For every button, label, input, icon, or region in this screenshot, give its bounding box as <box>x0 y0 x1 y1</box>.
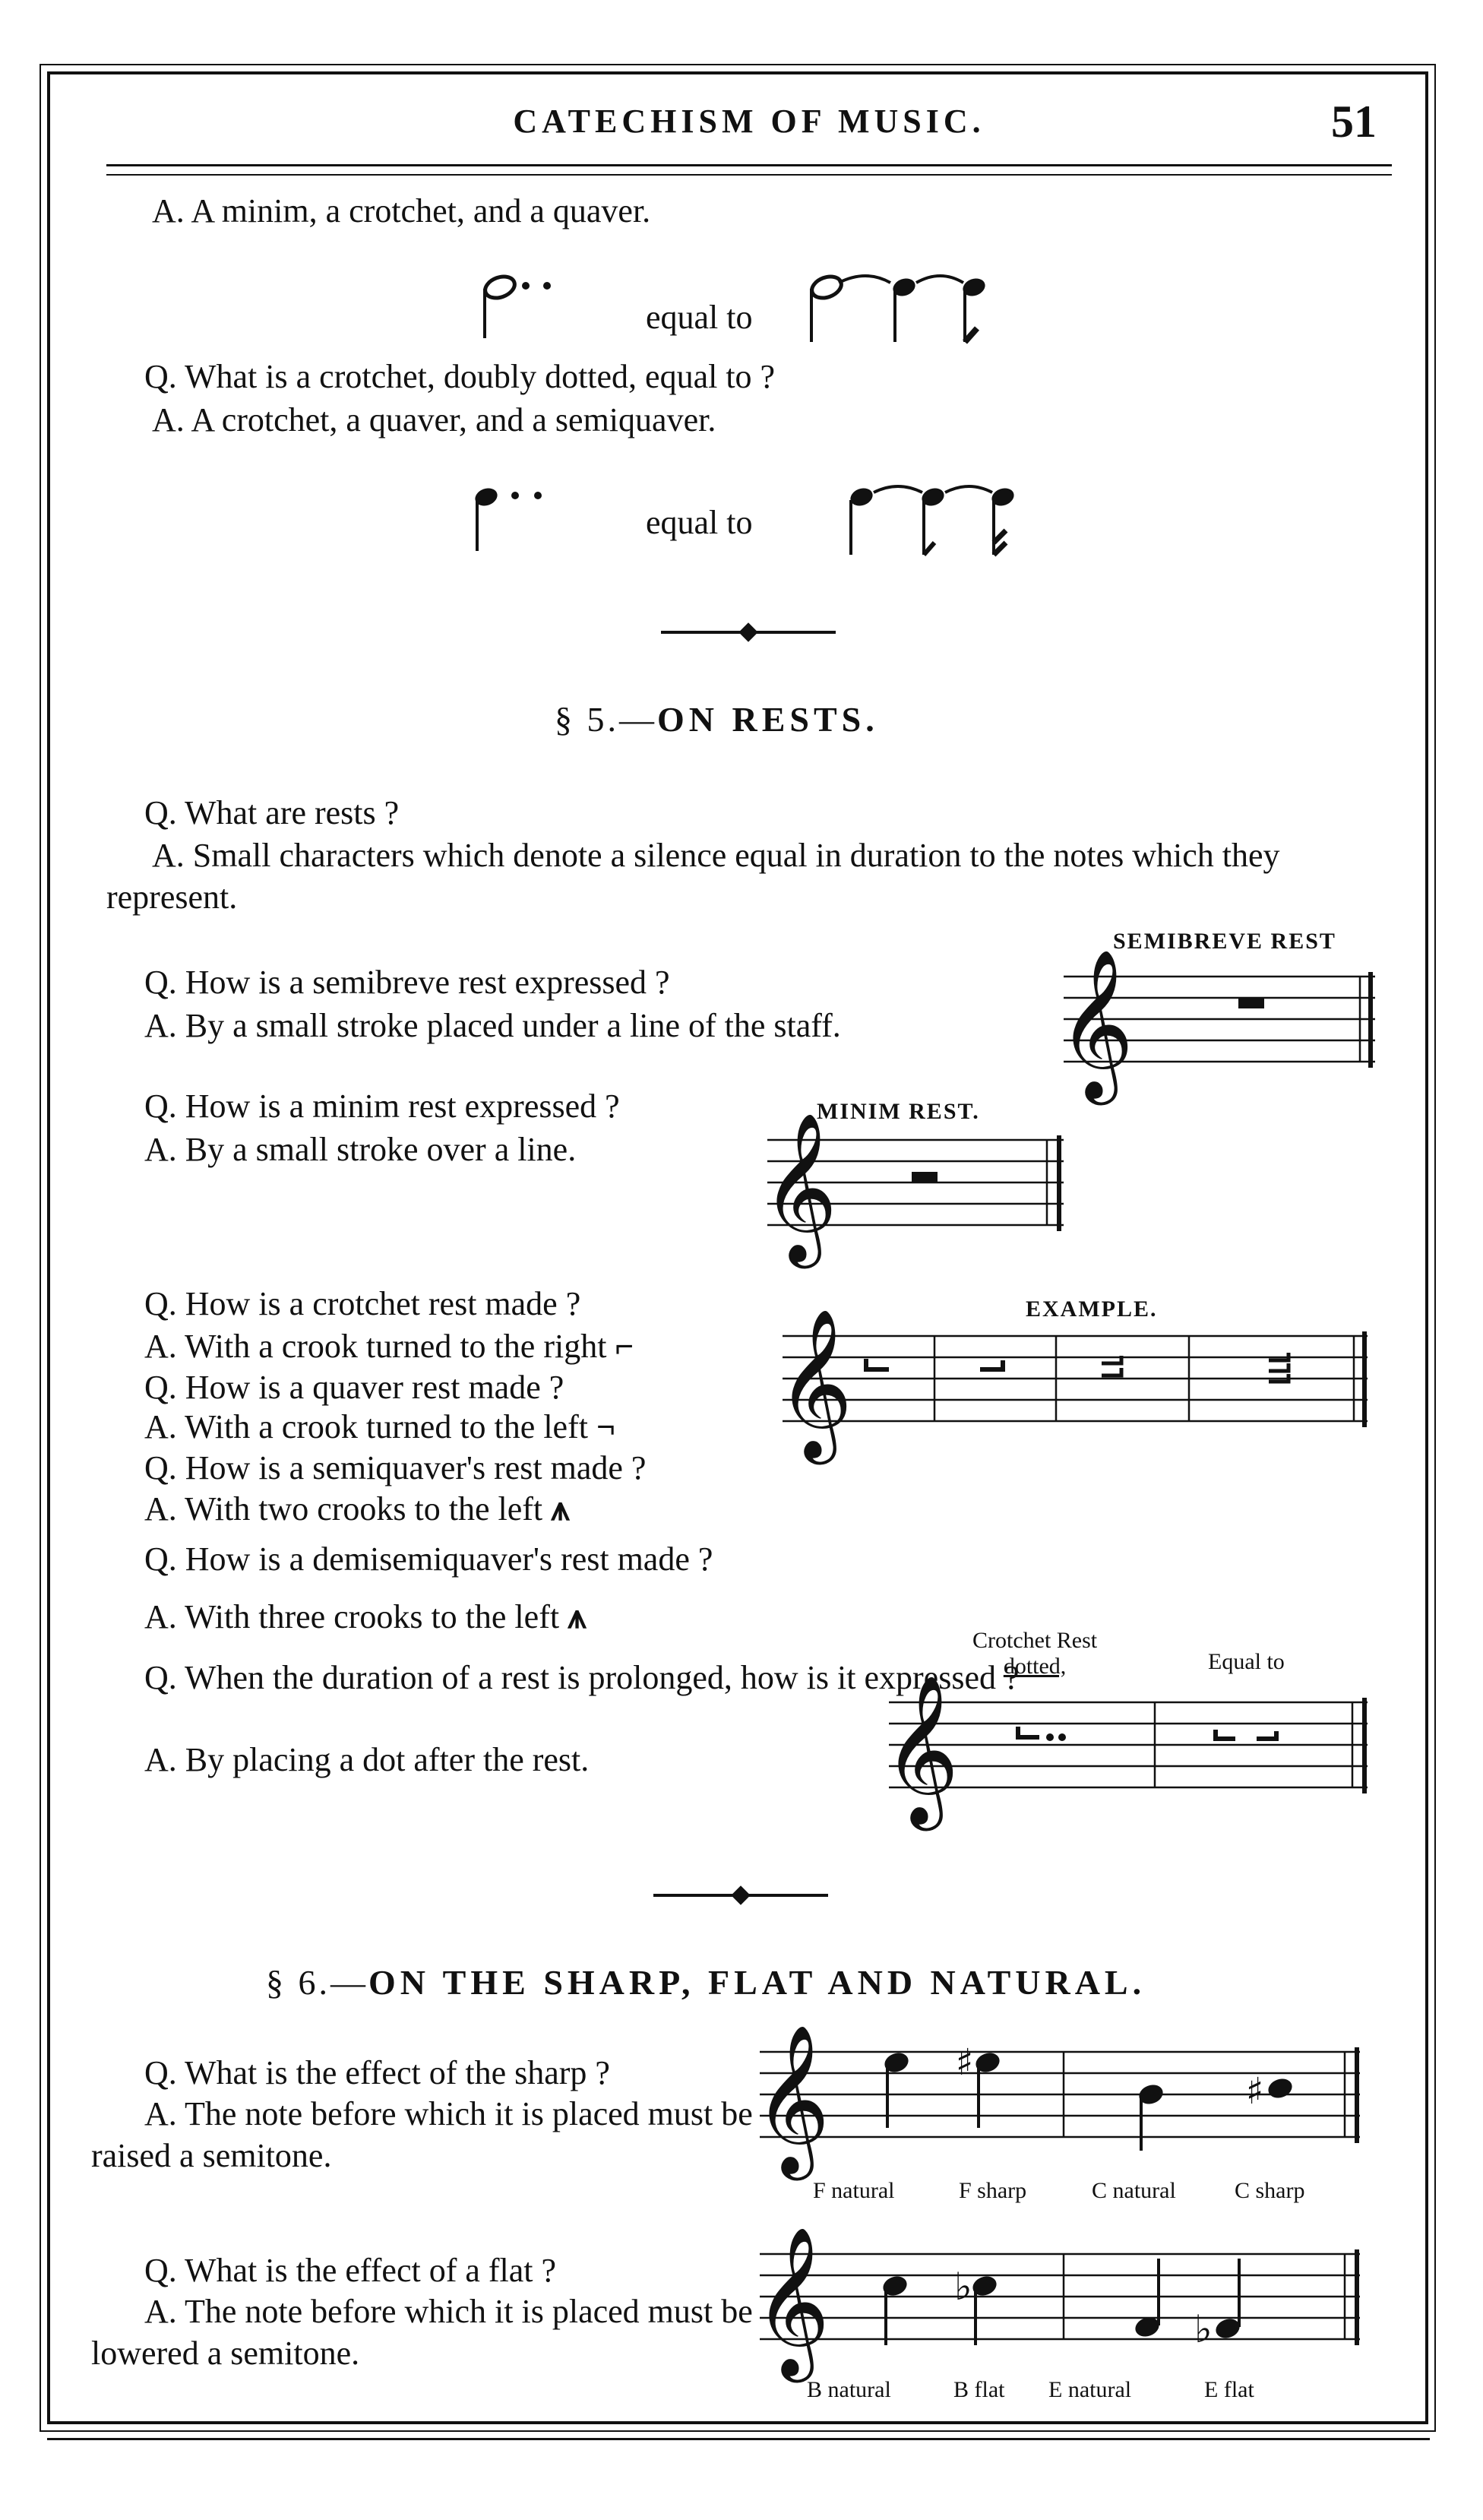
svg-text:𝄞: 𝄞 <box>776 1308 853 1458</box>
svg-text:𝄞: 𝄞 <box>754 2024 830 2174</box>
question-line: Q. What is the effect of a flat ? <box>144 2252 557 2289</box>
minim-crotchet-quaver-figure <box>805 266 1018 357</box>
answer-line: A. With three crooks to the left ⩚ <box>144 1598 587 1635</box>
question-line: Q. When the duration of a rest is prolonged, how is it expressed ? <box>144 1659 1020 1696</box>
minim-rest-staff <box>760 1112 1079 1262</box>
equal-to-text: equal to <box>646 504 753 541</box>
svg-text:𝄞: 𝄞 <box>1058 948 1134 1099</box>
answer-line: A. By a small stroke placed under a line of the staff. <box>144 1007 841 1044</box>
question-line: Q. How is a minim rest expressed ? <box>144 1087 620 1125</box>
question-line: Q. What are rests ? <box>144 794 400 831</box>
quaver-rest-glyph: ¬ <box>596 1408 616 1445</box>
answer-line: A. The note before which it is placed must be raised a semitone. <box>91 2095 753 2174</box>
example-label: EXAMPLE. <box>1026 1296 1158 1322</box>
svg-text:♭: ♭ <box>954 2265 972 2309</box>
answer-line: A. Small characters which denote a silence equal in duration to the notes which they represent. <box>106 837 1280 916</box>
svg-text:♯: ♯ <box>1246 2070 1264 2113</box>
equal-to-label: Equal to <box>1208 1649 1285 1674</box>
double-dotted-crotchet-figure <box>463 479 646 555</box>
page-number: 51 <box>1331 97 1377 147</box>
semibreve-rest-staff <box>1056 948 1390 1099</box>
answer-line: A. With two crooks to the left ⩚ <box>144 1490 570 1528</box>
svg-text:𝄞: 𝄞 <box>883 1674 960 1825</box>
caption-c-natural: C natural <box>1092 2178 1176 2203</box>
bottom-rule <box>47 2438 1430 2440</box>
answer-line: A. With a crook turned to the right ⌐ <box>144 1328 634 1365</box>
question-line: Q. How is a semiquaver's rest made ? <box>144 1449 647 1486</box>
header-rule <box>106 164 1392 176</box>
answer-line: A. With a crook turned to the left ¬ <box>144 1408 616 1445</box>
svg-text:𝄞: 𝄞 <box>754 2226 830 2376</box>
answer-line: A. By placing a dot after the rest. <box>144 1741 590 1778</box>
caption-f-natural: F natural <box>813 2178 895 2203</box>
question-line: Q. What is a crotchet, doubly dotted, equal to ? <box>144 358 776 395</box>
section-6-heading: § 6.—ON THE SHARP, FLAT AND NATURAL. <box>266 1963 1146 2002</box>
section-5-heading: § 5.—ON RESTS. <box>555 700 879 739</box>
caption-c-sharp: C sharp <box>1235 2178 1305 2203</box>
question-line: Q. How is a crotchet rest made ? <box>144 1285 581 1322</box>
svg-text:♯: ♯ <box>956 2041 974 2084</box>
crotchet-rest-glyph: ⌐ <box>615 1328 634 1365</box>
svg-text:♭: ♭ <box>1194 2307 1213 2351</box>
demisemiquaver-rest-glyph: ⩚ <box>568 1598 587 1635</box>
semiquaver-rest-glyph: ⩚ <box>551 1490 570 1528</box>
question-line: Q. What is the effect of the sharp ? <box>144 2054 610 2091</box>
flat-example-staff <box>752 2226 1375 2376</box>
section-ornament <box>653 1894 828 1897</box>
section-ornament <box>661 631 836 634</box>
answer-line: A. The note before which it is placed must be lowered a semitone. <box>91 2293 753 2372</box>
question-line: Q. How is a demisemiquaver's rest made ? <box>144 1540 713 1578</box>
running-title: CATECHISM OF MUSIC. <box>513 103 985 140</box>
svg-text:𝄞: 𝄞 <box>761 1112 838 1262</box>
crotchet-quaver-semiquaver-figure <box>843 479 1056 570</box>
caption-b-natural: B natural <box>807 2377 891 2402</box>
caption-e-flat: E flat <box>1204 2377 1254 2402</box>
answer-line: A. A crotchet, a quaver, and a semiquaver. <box>152 401 716 438</box>
caption-e-natural: E natural <box>1048 2377 1132 2402</box>
answer-line: A. By a small stroke over a line. <box>144 1131 577 1168</box>
answer-line: A. A minim, a crotchet, and a quaver. <box>152 192 651 230</box>
equal-to-text: equal to <box>646 299 753 336</box>
dotted-rest-staff <box>881 1674 1383 1825</box>
question-line: Q. How is a semibreve rest expressed ? <box>144 964 670 1001</box>
sharp-example-staff <box>752 2024 1375 2174</box>
question-line: Q. How is a quaver rest made ? <box>144 1369 564 1406</box>
minim-rest-label: MINIM REST. <box>817 1099 980 1124</box>
crotchet-rest-dotted-label: Crotchet Rest dotted, <box>972 1628 1098 1679</box>
page-header <box>106 91 1392 160</box>
semibreve-rest-label: SEMIBREVE REST <box>1113 929 1336 954</box>
caption-f-sharp: F sharp <box>959 2178 1027 2203</box>
caption-b-flat: B flat <box>953 2377 1005 2402</box>
